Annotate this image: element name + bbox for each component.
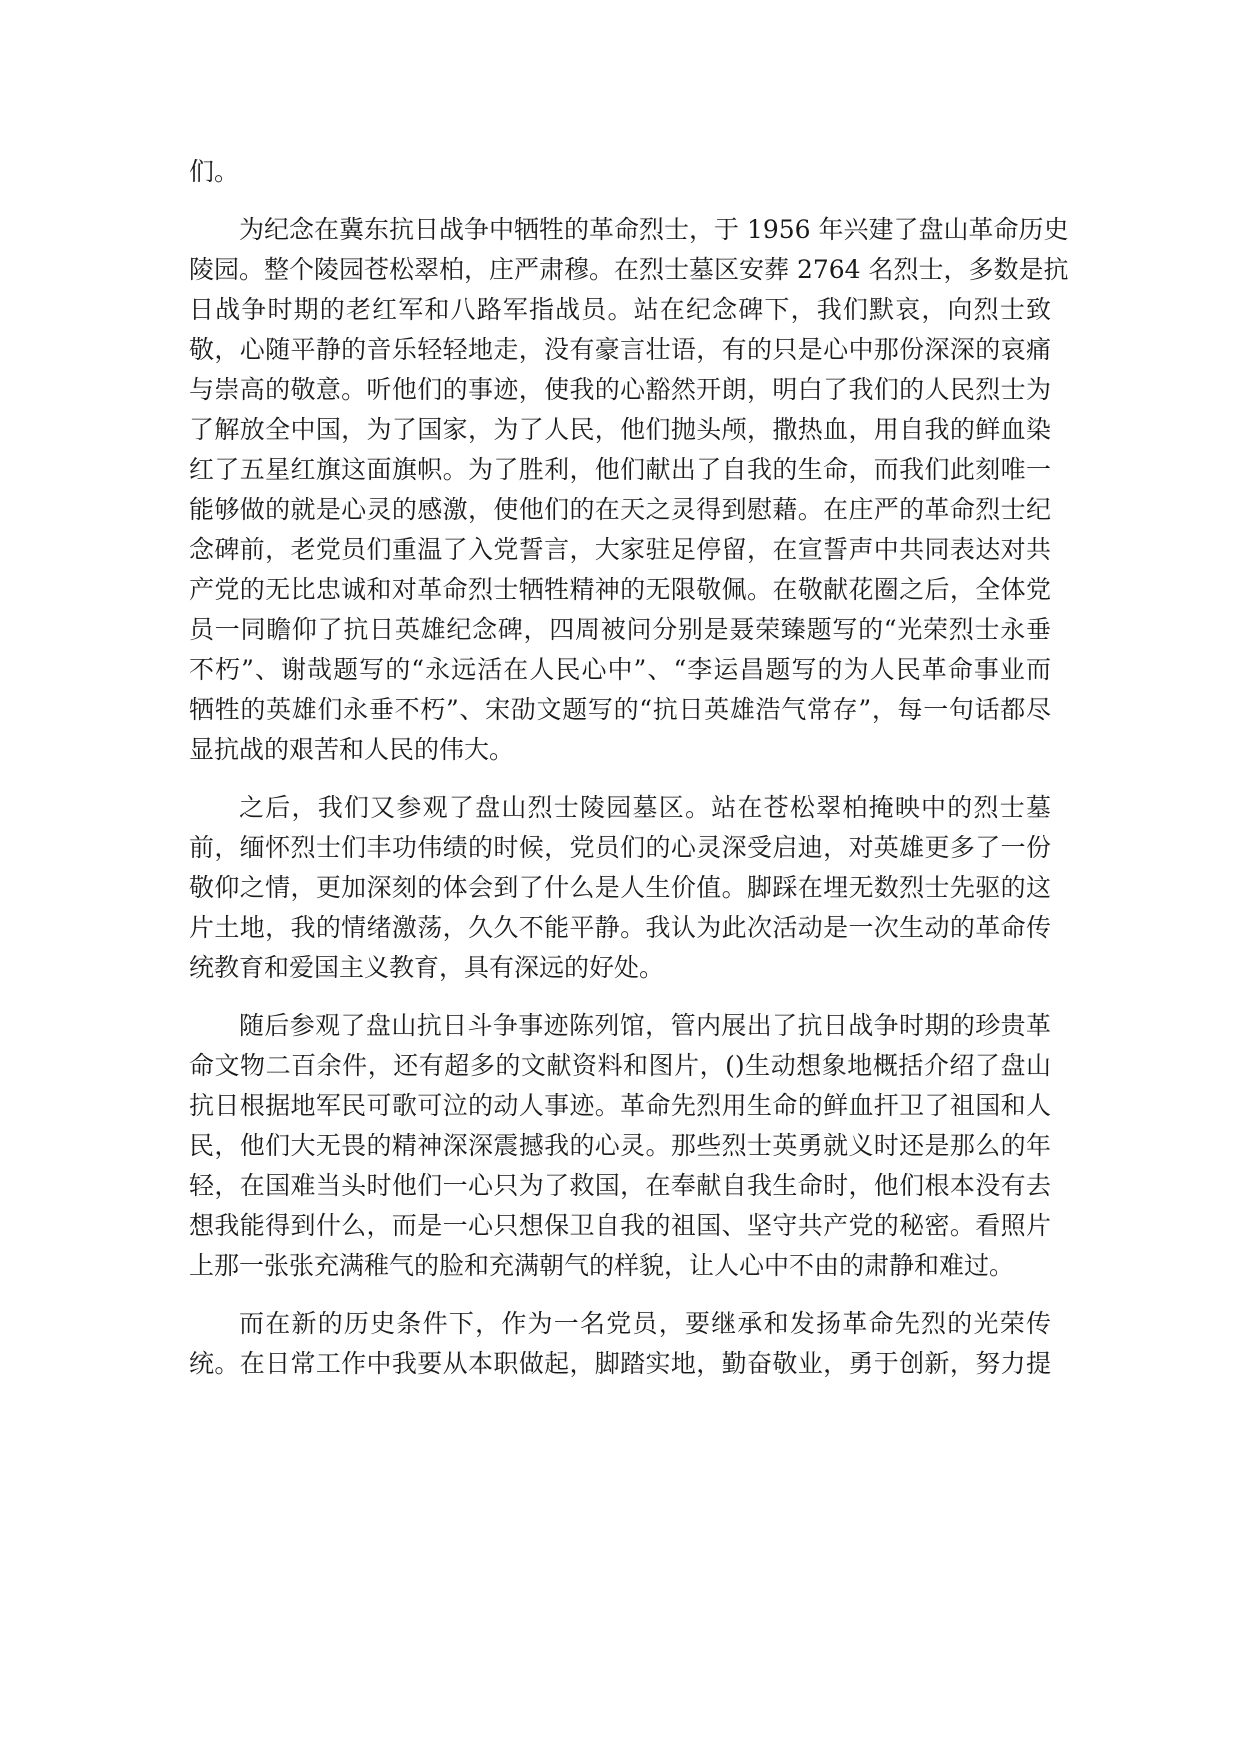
text-line: 随后参观了盘山抗日斗争事迹陈列馆，管内展出了抗日战争时期的珍贵革 bbox=[239, 1011, 1051, 1040]
paragraph bbox=[189, 1006, 1051, 1286]
paragraph bbox=[189, 788, 1051, 988]
paragraph bbox=[189, 210, 1069, 770]
text-line: 之后，我们又参观了盘山烈士陵园墓区。站在苍松翠柏掩映中的烈士墓 bbox=[239, 793, 1051, 822]
text-line: 了解放全中国，为了国家，为了人民，他们抛头颅，撒热血，用自我的鲜血染 bbox=[189, 415, 1051, 444]
text-line: 牺牲的英雄们永垂不朽”、宋劭文题写的“抗日英雄浩气常存”，每一句话都尽 bbox=[189, 695, 1051, 724]
text-line: 不朽”、谢哉题写的“永远活在人民心中”、“李运昌题写的为人民革命事业而 bbox=[189, 655, 1051, 684]
text-line: 陵园。整个陵园苍松翠柏，庄严肃穆。在烈士墓区安葬 2764 名烈士，多数是抗 bbox=[189, 255, 1069, 284]
text-line: 日战争时期的老红军和八路军指战员。站在纪念碑下，我们默哀，向烈士致 bbox=[189, 295, 1051, 324]
text-line: 统教育和爱国主义教育，具有深远的好处。 bbox=[189, 953, 665, 982]
text-line: 产党的无比忠诚和对革命烈士牺牲精神的无限敬佩。在敬献花圈之后，全体党 bbox=[189, 575, 1051, 604]
text-line: 片土地，我的情绪激荡，久久不能平静。我认为此次活动是一次生动的革命传 bbox=[189, 913, 1051, 942]
paragraph-gap bbox=[189, 770, 1051, 788]
text-line: 念碑前，老党员们重温了入党誓言，大家驻足停留，在宣誓声中共同表达对共 bbox=[189, 535, 1051, 564]
text-line: 抗日根据地军民可歌可泣的动人事迹。革命先烈用生命的鲜血扞卫了祖国和人 bbox=[189, 1091, 1051, 1120]
body-text bbox=[189, 152, 1069, 1384]
text-line: 敬仰之情，更加深刻的体会到了什么是人生价值。脚踩在埋无数烈士先驱的这 bbox=[189, 873, 1051, 902]
text-line: 红了五星红旗这面旗帜。为了胜利，他们献出了自我的生命，而我们此刻唯一 bbox=[189, 455, 1051, 484]
text-line: 员一同瞻仰了抗日英雄纪念碑，四周被问分别是聂荣臻题写的“光荣烈士永垂 bbox=[189, 615, 1051, 644]
text-line: 与崇高的敬意。听他们的事迹，使我的心豁然开朗，明白了我们的人民烈士为 bbox=[189, 375, 1051, 404]
text-line: 为纪念在冀东抗日战争中牺牲的革命烈士，于 1956 年兴建了盘山革命历史 bbox=[239, 215, 1069, 244]
text-line: 统。在日常工作中我要从本职做起，脚踏实地，勤奋敬业，勇于创新，努力提 bbox=[189, 1349, 1051, 1378]
paragraph bbox=[189, 152, 1051, 192]
text-line: 想我能得到什么，而是一心只想保卫自我的祖国、坚守共产党的秘密。看照片 bbox=[189, 1211, 1051, 1240]
text-line: 显抗战的艰苦和人民的伟大。 bbox=[189, 735, 515, 764]
text-line: 敬，心随平静的音乐轻轻地走，没有豪言壮语，有的只是心中那份深深的哀痛 bbox=[189, 335, 1051, 364]
text-line: 们。 bbox=[189, 157, 240, 186]
text-line: 上那一张张充满稚气的脸和充满朝气的样貌，让人心中不由的肃静和难过。 bbox=[189, 1251, 1015, 1280]
paragraph-gap bbox=[189, 192, 1051, 210]
paragraph-gap bbox=[189, 988, 1051, 1006]
text-line: 轻，在国难当头时他们一心只为了救国，在奉献自我生命时，他们根本没有去 bbox=[189, 1171, 1051, 1200]
paragraph bbox=[189, 1304, 1051, 1384]
text-line: 民，他们大无畏的精神深深震撼我的心灵。那些烈士英勇就义时还是那么的年 bbox=[189, 1131, 1051, 1160]
paragraph-gap bbox=[189, 1286, 1051, 1304]
text-line: 而在新的历史条件下，作为一名党员，要继承和发扬革命先烈的光荣传 bbox=[239, 1309, 1051, 1338]
text-line: 命文物二百余件，还有超多的文献资料和图片，()生动想象地概括介绍了盘山 bbox=[189, 1051, 1051, 1080]
text-line: 前，缅怀烈士们丰功伟绩的时候，党员们的心灵深受启迪，对英雄更多了一份 bbox=[189, 833, 1051, 862]
text-line: 能够做的就是心灵的感激，使他们的在天之灵得到慰藉。在庄严的革命烈士纪 bbox=[189, 495, 1051, 524]
